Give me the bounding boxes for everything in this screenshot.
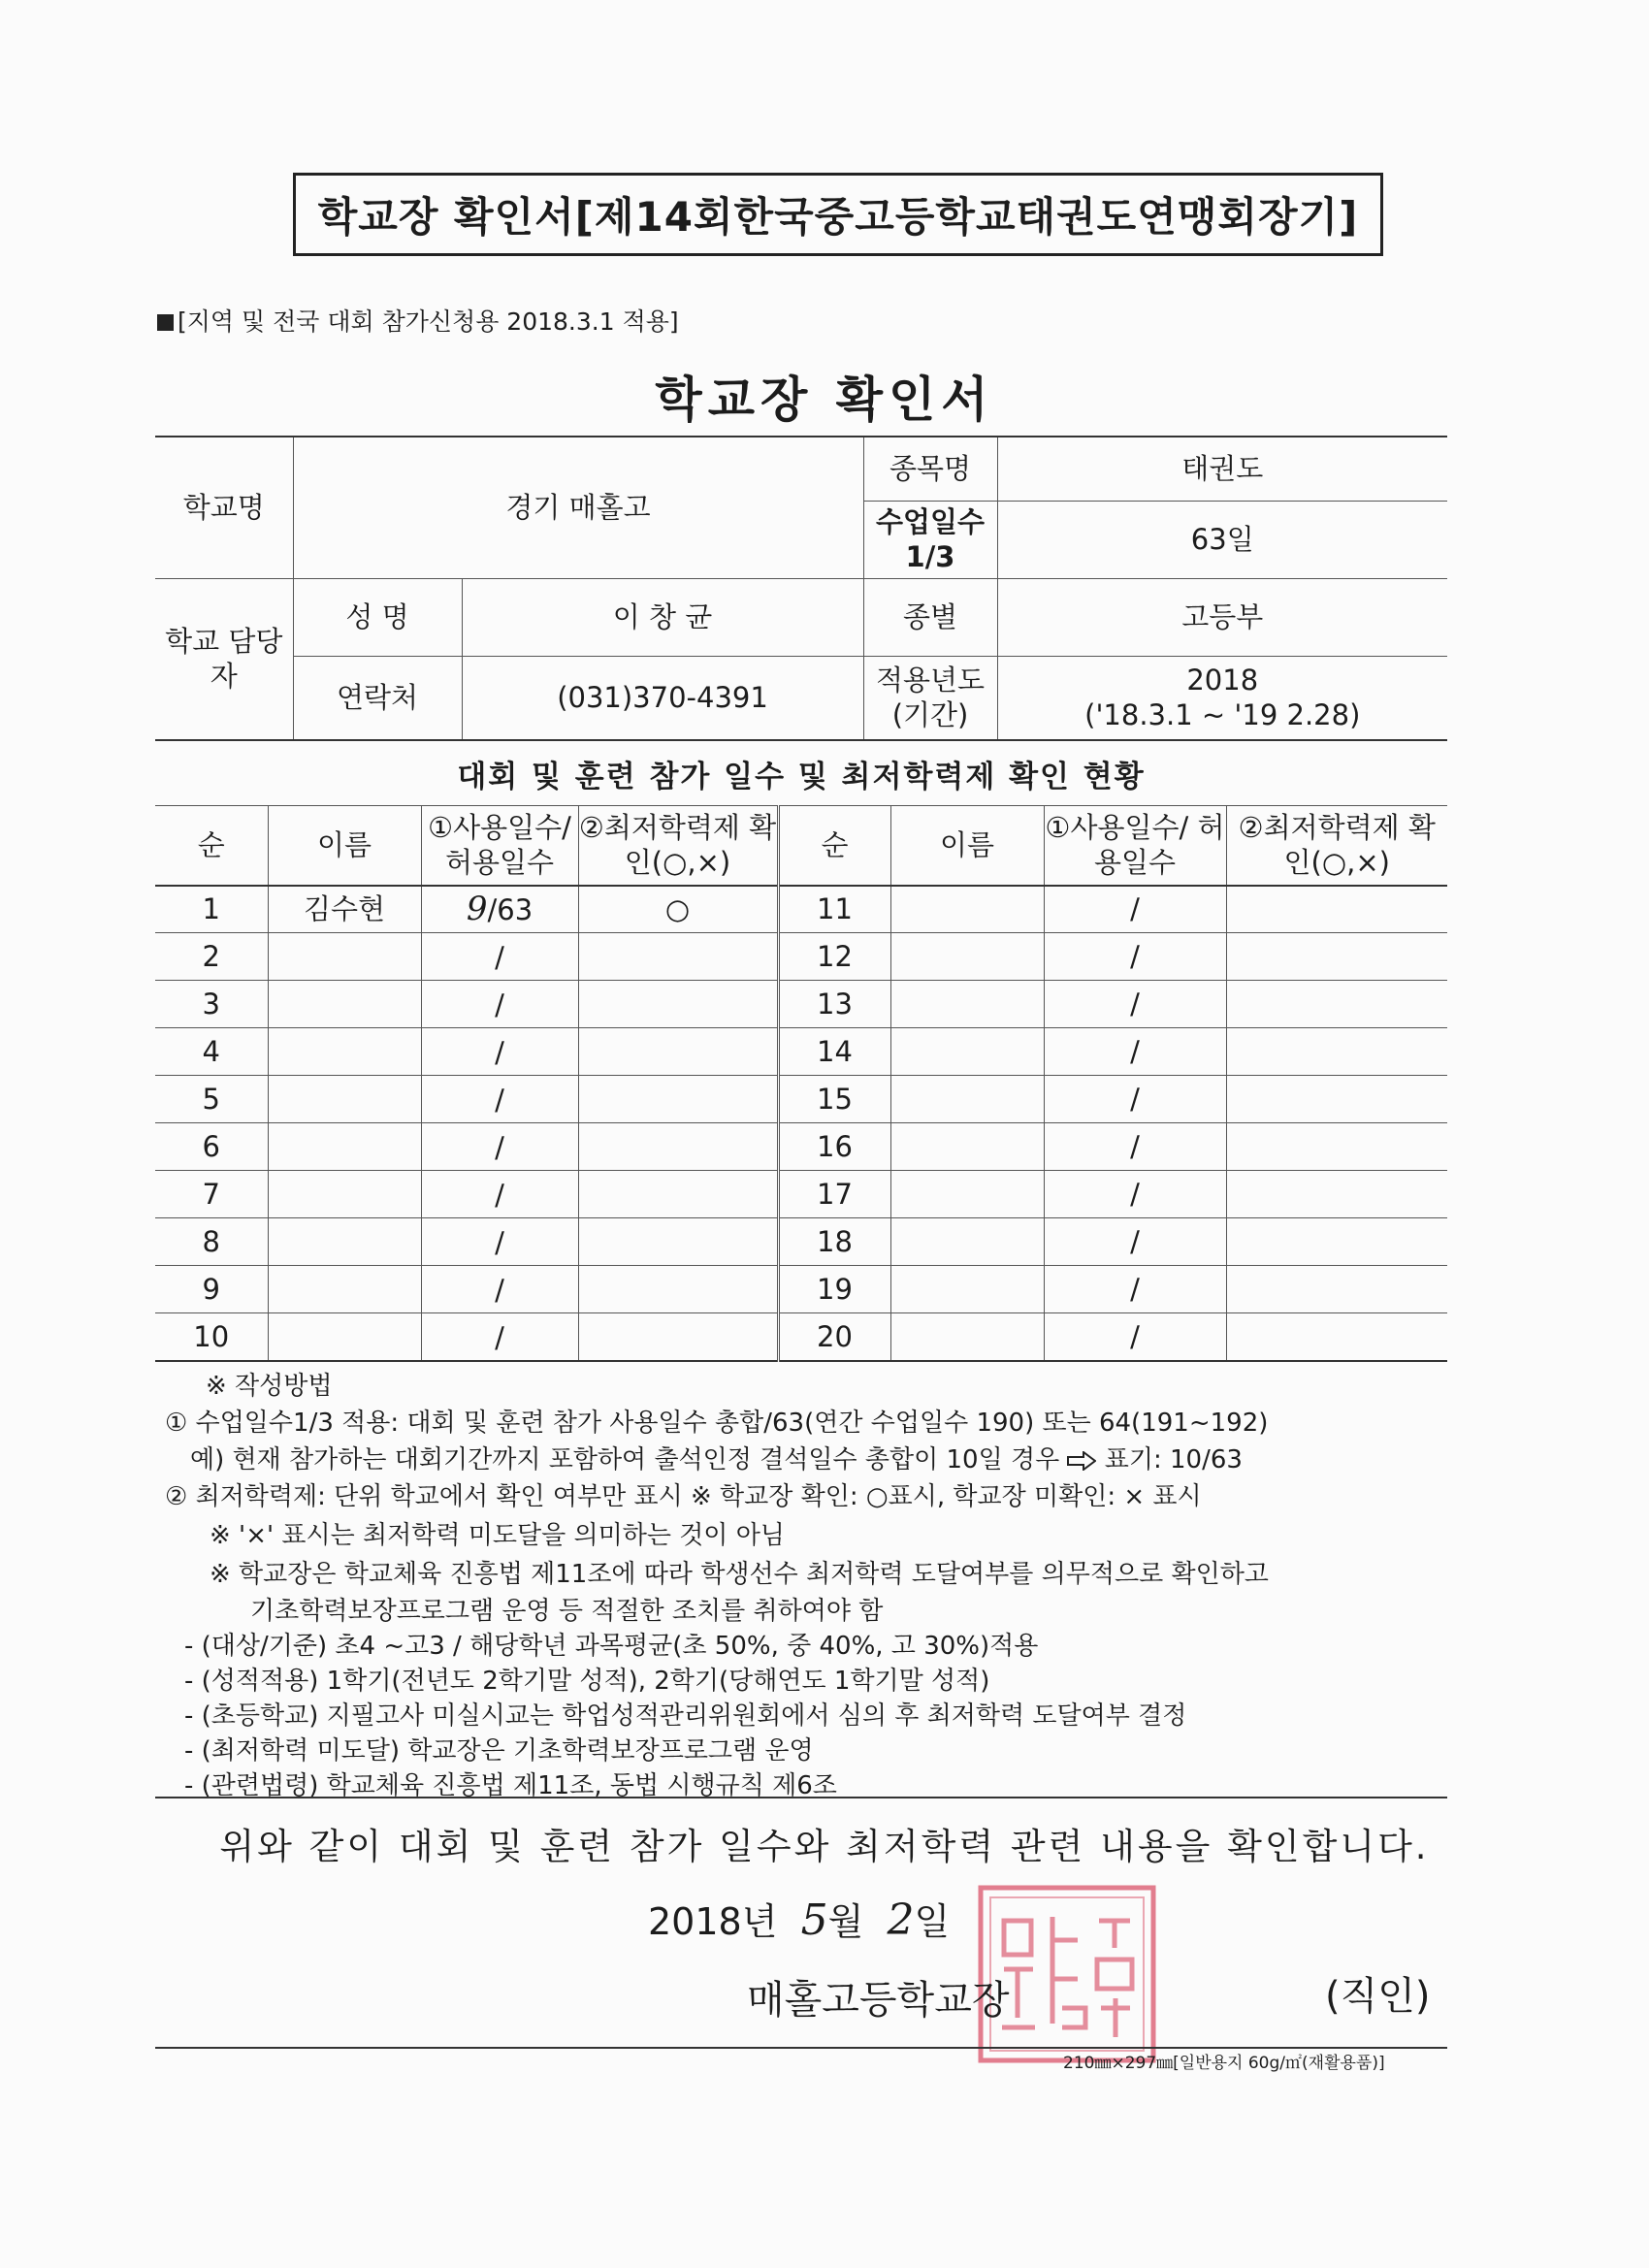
academic-check: ○: [578, 886, 778, 933]
days-used: [421, 1171, 578, 1218]
col-no-right: 순: [778, 806, 890, 886]
row-no: 19: [778, 1266, 890, 1313]
date-month-unit: 월: [827, 1900, 864, 1943]
row-no: 11: [778, 886, 890, 933]
days-used: /: [1044, 1171, 1226, 1218]
note-4a: ※ 학교장은 학교체육 진흥법 제11조에 따라 학생선수 최저학력 도달여부를 의무적으로 확인하고: [210, 1560, 1269, 1589]
allowed-days: /: [495, 1225, 504, 1259]
academic-check: [1226, 1171, 1447, 1218]
note-4b: 기초학력보장프로그램 운영 등 적절한 조치를 취하여야 함: [250, 1597, 884, 1626]
academic-check: [578, 1028, 778, 1076]
school-name-label: 학교명: [155, 437, 293, 578]
class-days-label: 수업일수 1/3: [863, 501, 997, 578]
table-row: [155, 1313, 1447, 1361]
row-no: 20: [778, 1313, 890, 1361]
row-no: 17: [778, 1171, 890, 1218]
academic-check: [1226, 933, 1447, 981]
academic-check: [578, 1171, 778, 1218]
detail-4: - (최저학력 미도달) 학교장은 기초학력보장프로그램 운영: [184, 1736, 814, 1766]
student-name: [890, 1313, 1044, 1361]
detail-1: - (대상/기준) 초4 ~고3 / 해당학년 과목평균(초 50%, 중 40%, 고 30%)적용: [184, 1632, 1039, 1661]
row-no: 3: [155, 981, 268, 1028]
row-no: 2: [155, 933, 268, 981]
allowed-days: /: [495, 1035, 504, 1069]
division-label: 종별: [863, 578, 997, 656]
student-name: [268, 1218, 421, 1266]
notes-heading: ※ 작성방법: [206, 1372, 333, 1401]
academic-check: [1226, 886, 1447, 933]
row-no: 10: [155, 1313, 268, 1361]
days-used: [421, 1313, 578, 1361]
divider: [155, 1797, 1447, 1798]
square-bullet-icon: [157, 314, 174, 331]
school-principal: 매홀고등학교장: [747, 1978, 1010, 2023]
days-used: [421, 981, 578, 1028]
row-no: 5: [155, 1076, 268, 1123]
event-value: 태권도: [997, 437, 1447, 501]
detail-2: - (성적적용) 1학기(전년도 2학기말 성적), 2학기(당해연도 1학기말 성적): [184, 1667, 990, 1696]
note-3: ※ '×' 표시는 최저학력 미도달을 의미하는 것이 아님: [210, 1521, 785, 1550]
paper-spec: 210㎜×297㎜[일반용지 60g/㎡(재활용품)]: [1063, 2054, 1385, 2073]
row-no: 9: [155, 1266, 268, 1313]
date-month: 5: [800, 1895, 828, 1945]
days-used: /: [1044, 1218, 1226, 1266]
days-used: [421, 1028, 578, 1076]
row-no: 1: [155, 886, 268, 933]
student-name: [890, 1028, 1044, 1076]
note-2: ② 최저학력제: 단위 학교에서 확인 여부만 표시 ※ 학교장 확인: ○표시, 학교장 미확인: × 표시: [165, 1482, 1202, 1511]
student-name: 김수현: [268, 886, 421, 933]
academic-check: [578, 933, 778, 981]
days-used: [421, 1266, 578, 1313]
division-value: 고등부: [997, 578, 1447, 656]
contact-name: 이 창 균: [462, 578, 863, 656]
student-name: [890, 933, 1044, 981]
row-no: 18: [778, 1218, 890, 1266]
col-check-right: ②최저학력제 확인(○,×): [1226, 806, 1447, 886]
academic-check: [578, 1313, 778, 1361]
student-name: [268, 933, 421, 981]
participation-table: [155, 805, 1447, 1362]
note-1b-example: 표기: 10/63: [1104, 1445, 1243, 1474]
year-text: 2018: [1186, 663, 1259, 697]
table-row: [155, 981, 1447, 1028]
row-no: 4: [155, 1028, 268, 1076]
allowed-days: /: [495, 1130, 504, 1164]
academic-check: [1226, 1313, 1447, 1361]
row-no: 13: [778, 981, 890, 1028]
detail-3: - (초등학교) 지필고사 미실시교는 학업성적관리위원회에서 심의 후 최저학력 도달여부 결정: [184, 1701, 1187, 1731]
date-day: 2: [887, 1895, 915, 1945]
note-1a: ① 수업일수1/3 적용: 대회 및 훈련 참가 사용일수 총합/63(연간 수업일수 190) 또는 64(191~192): [165, 1409, 1269, 1438]
contact-person-label: 학교 담당자: [155, 578, 293, 739]
col-name-right: 이름: [890, 806, 1044, 886]
days-used: /: [1044, 981, 1226, 1028]
days-used: /: [1044, 933, 1226, 981]
academic-check: [1226, 981, 1447, 1028]
row-no: 16: [778, 1123, 890, 1171]
days-used: /: [1044, 1266, 1226, 1313]
application-note: [지역 및 전국 대회 참가신청용 2018.3.1 적용]: [157, 303, 679, 338]
student-name: [268, 1123, 421, 1171]
note-1b-text: 예) 현재 참가하는 대회기간까지 포함하여 출석인정 결석일수 총합이 10일 경우: [190, 1445, 1060, 1474]
arrow-right-icon: [1067, 1451, 1096, 1471]
col-days-left: ①사용일수/ 허용일수: [421, 806, 578, 886]
table-row: [155, 933, 1447, 981]
table-row: [155, 1028, 1447, 1076]
student-name: [890, 1218, 1044, 1266]
student-name: [890, 981, 1044, 1028]
student-name: [268, 1076, 421, 1123]
days-used: [421, 886, 578, 933]
row-no: 12: [778, 933, 890, 981]
student-name: [268, 981, 421, 1028]
col-check-left: ②최저학력제 확인(○,×): [578, 806, 778, 886]
student-name: [268, 1028, 421, 1076]
phone-value: (031)370-4391: [462, 656, 863, 739]
row-no: 8: [155, 1218, 268, 1266]
table-row: [155, 1076, 1447, 1123]
academic-check: [578, 1076, 778, 1123]
name-label: 성 명: [293, 578, 462, 656]
allowed-days: /: [495, 1273, 504, 1307]
academic-check: [578, 981, 778, 1028]
student-name: [268, 1313, 421, 1361]
allowed-days: /: [495, 1320, 504, 1354]
row-no: 14: [778, 1028, 890, 1076]
issue-date: [648, 1892, 950, 1945]
school-name: 경기 매홀고: [293, 437, 863, 578]
table-row: [155, 886, 1447, 933]
academic-check: [1226, 1123, 1447, 1171]
student-name: [890, 1076, 1044, 1123]
student-name: [890, 1171, 1044, 1218]
academic-check: [578, 1266, 778, 1313]
table-row: [155, 1266, 1447, 1313]
document-banner: 학교장 확인서[제14회한국중고등학교태권도연맹회장기]: [293, 173, 1383, 256]
allowed-days: /: [495, 1178, 504, 1212]
days-used: [421, 1123, 578, 1171]
academic-check: [1226, 1218, 1447, 1266]
table-row: [155, 1218, 1447, 1266]
academic-check: [1226, 1266, 1447, 1313]
col-days-right: ①사용일수/ 허용일수: [1044, 806, 1226, 886]
col-no-left: 순: [155, 806, 268, 886]
event-label: 종목명: [863, 437, 997, 501]
days-used: [421, 1076, 578, 1123]
note-1b: [190, 1440, 1243, 1475]
date-day-unit: 일: [914, 1900, 951, 1943]
used-days-handwritten: 9: [466, 890, 488, 928]
status-section-title: 대회 및 훈련 참가 일수 및 최저학력제 확인 현황: [155, 739, 1447, 805]
allowed-days: /63: [487, 893, 534, 926]
days-used: [421, 1218, 578, 1266]
student-name: [268, 1171, 421, 1218]
days-used: /: [1044, 1123, 1226, 1171]
row-no: 7: [155, 1171, 268, 1218]
allowed-days: /: [495, 1083, 504, 1117]
allowed-days: /: [495, 940, 504, 974]
document-title: 학교장 확인서: [655, 372, 994, 428]
student-name: [890, 1266, 1044, 1313]
days-used: /: [1044, 1076, 1226, 1123]
seal-label: (직인): [1325, 1974, 1431, 2019]
table-row: [155, 1171, 1447, 1218]
days-used: /: [1044, 1313, 1226, 1361]
detail-5: - (관련법령) 학교체육 진흥법 제11조, 동법 시행규칙 제6조: [184, 1771, 837, 1800]
col-name-left: 이름: [268, 806, 421, 886]
days-used: /: [1044, 1028, 1226, 1076]
academic-check: [1226, 1076, 1447, 1123]
row-no: 15: [778, 1076, 890, 1123]
academic-check: [1226, 1028, 1447, 1076]
row-no: 6: [155, 1123, 268, 1171]
student-name: [890, 886, 1044, 933]
school-info-table: [155, 436, 1447, 740]
period-text: ('18.3.1 ~ '19 2.28): [1084, 698, 1361, 731]
academic-check: [578, 1218, 778, 1266]
confirmation-statement: 위와 같이 대회 및 훈련 참가 일수와 최저학력 관련 내용을 확인합니다.: [219, 1826, 1430, 1867]
academic-check: [578, 1123, 778, 1171]
year-label: 적용년도 (기간): [863, 656, 997, 739]
allowed-days: /: [495, 988, 504, 1021]
student-name: [890, 1123, 1044, 1171]
year-value: [997, 656, 1447, 739]
table-row: [155, 1123, 1447, 1171]
student-name: [268, 1266, 421, 1313]
class-days-value: 63일: [997, 501, 1447, 578]
date-year: 2018년: [648, 1900, 778, 1943]
days-used: [421, 933, 578, 981]
phone-label: 연락처: [293, 656, 462, 739]
days-used: /: [1044, 886, 1226, 933]
